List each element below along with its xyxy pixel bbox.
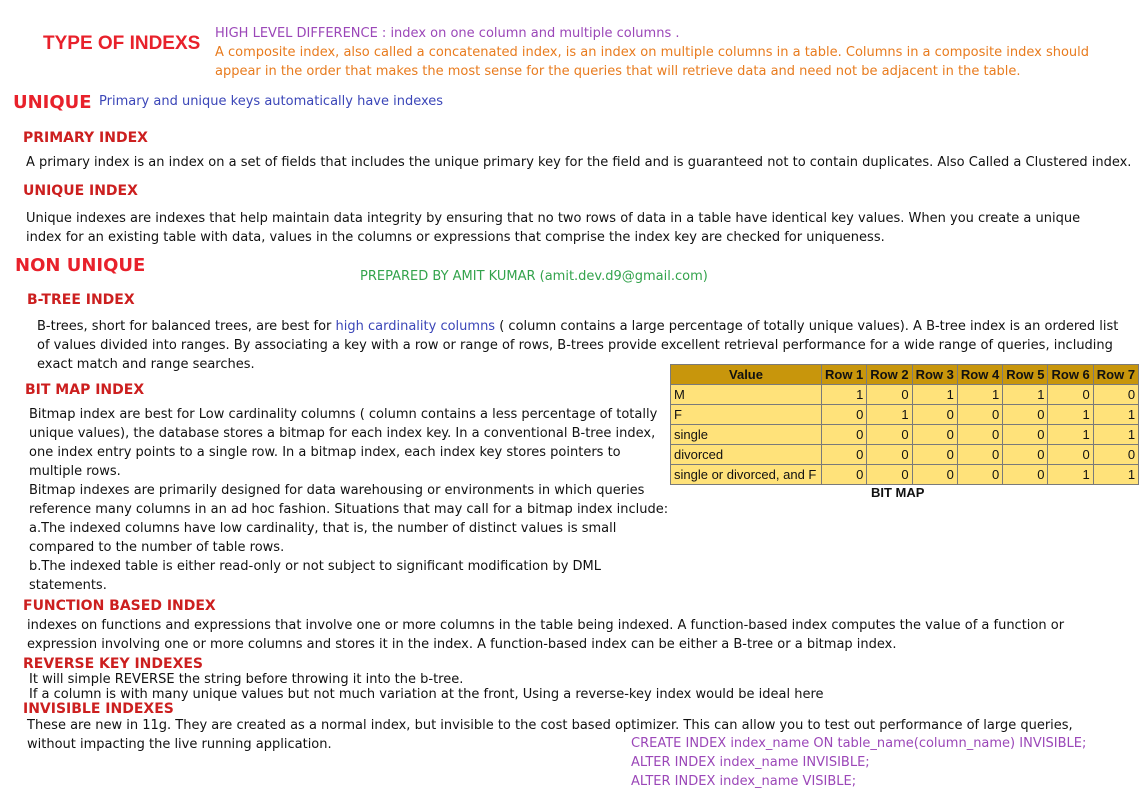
column-header: Row 4 bbox=[957, 365, 1002, 385]
bitmap-text-6: a.The indexed columns have low cardinality, that is, the number of distinct values is small bbox=[29, 521, 617, 536]
table-cell: 1 bbox=[822, 385, 867, 405]
column-header: Row 5 bbox=[1003, 365, 1048, 385]
table-cell: 0 bbox=[1003, 465, 1048, 485]
function-based-text-2: expression involving one or more columns and stores it in the index. A function-based index can be either a B-tree or a bitmap index. bbox=[27, 637, 897, 652]
reverse-key-text-1: It will simple REVERSE the string before throwing it into the b-tree. bbox=[29, 672, 464, 687]
bitmap-text-9: statements. bbox=[29, 578, 107, 593]
btree-text-3: exact match and range searches. bbox=[37, 357, 255, 372]
table-cell: 0 bbox=[957, 445, 1002, 465]
function-based-text-1: indexes on functions and expressions that involve one or more columns in the table being indexed. A function-based index computes the value of a function or bbox=[27, 618, 1065, 633]
high-cardinality-link: high cardinality columns bbox=[335, 319, 496, 334]
table-cell: 0 bbox=[1003, 445, 1048, 465]
table-header-row bbox=[671, 365, 1139, 385]
table-cell: 0 bbox=[1003, 425, 1048, 445]
unique-heading: UNIQUE bbox=[13, 92, 92, 113]
unique-index-text-1: Unique indexes are indexes that help maintain data integrity by ensuring that no two rows of data in a table have identical key values. When you create a unique bbox=[26, 211, 1081, 226]
btree-text-1a: B-trees, short for balanced trees, are best for bbox=[37, 319, 336, 334]
bitmap-table-container bbox=[670, 364, 1139, 485]
table-cell: 0 bbox=[867, 465, 912, 485]
row-label: divorced bbox=[671, 445, 822, 465]
column-header: Row 1 bbox=[822, 365, 867, 385]
unique-index-text-2: index for an existing table with data, values in the columns or expressions that comprise the index key are checked for uniqueness. bbox=[26, 230, 885, 245]
table-cell: 1 bbox=[1048, 425, 1093, 445]
row-label: single or divorced, and F bbox=[671, 465, 822, 485]
bitmap-text-2: one index entry points to a single row. In a bitmap index, each index key stores pointers to bbox=[29, 445, 621, 460]
column-header: Row 3 bbox=[912, 365, 957, 385]
table-row bbox=[671, 465, 1139, 485]
btree-text-1 bbox=[37, 317, 1118, 336]
table-cell: 0 bbox=[1048, 445, 1093, 465]
table-cell: 0 bbox=[957, 425, 1002, 445]
column-header: Row 7 bbox=[1093, 365, 1138, 385]
invisible-text-2: without impacting the live running application. bbox=[27, 737, 332, 752]
table-cell: 0 bbox=[912, 465, 957, 485]
table-cell: 0 bbox=[822, 405, 867, 425]
table-cell: 0 bbox=[957, 405, 1002, 425]
sql-alter-visible: ALTER INDEX index_name VISIBLE; bbox=[631, 774, 857, 789]
table-cell: 0 bbox=[867, 385, 912, 405]
bitmap-text-8: b.The indexed table is either read-only or not subject to significant modification by DML bbox=[29, 559, 601, 574]
bitmap-text-5: reference many columns in an ad hoc fashion. Situations that may call for a bitmap index include: bbox=[29, 502, 669, 517]
sql-alter-invisible: ALTER INDEX index_name INVISIBLE; bbox=[631, 755, 870, 770]
table-cell: 0 bbox=[822, 425, 867, 445]
bitmap-table bbox=[670, 364, 1139, 485]
unique-index-heading: UNIQUE INDEX bbox=[23, 183, 138, 199]
column-header: Row 6 bbox=[1048, 365, 1093, 385]
table-cell: 0 bbox=[957, 465, 1002, 485]
bitmap-index-heading: BIT MAP INDEX bbox=[25, 382, 145, 398]
row-label: M bbox=[671, 385, 822, 405]
author-credit: PREPARED BY AMIT KUMAR (amit.dev.d9@gmail.com) bbox=[360, 269, 708, 284]
reverse-key-heading: REVERSE KEY INDEXES bbox=[23, 656, 204, 672]
row-label: single bbox=[671, 425, 822, 445]
header-line-2: A composite index, also called a concatenated index, is an index on multiple columns in a table. Columns in a composite index should bbox=[215, 45, 1090, 60]
table-row bbox=[671, 385, 1139, 405]
btree-index-heading: B-TREE INDEX bbox=[27, 292, 135, 308]
sql-create-invisible: CREATE INDEX index_name ON table_name(column_name) INVISIBLE; bbox=[631, 736, 1087, 751]
btree-text-1b: ( column contains a large percentage of totally unique values). A B-tree index is an ordered list bbox=[495, 319, 1119, 334]
table-cell: 1 bbox=[957, 385, 1002, 405]
table-cell: 1 bbox=[867, 405, 912, 425]
table-cell: 1 bbox=[1093, 465, 1138, 485]
unique-note: Primary and unique keys automatically have indexes bbox=[99, 94, 444, 109]
header-line-3: appear in the order that makes the most sense for the queries that will retrieve data and need not be adjacent in the table. bbox=[215, 64, 1021, 79]
primary-index-text: A primary index is an index on a set of fields that includes the unique primary key for the field and is guaranteed not to contain duplicates. Also Called a Clustered index. bbox=[26, 155, 1132, 170]
table-cell: 0 bbox=[822, 465, 867, 485]
table-cell: 1 bbox=[1003, 385, 1048, 405]
bitmap-text-4: Bitmap indexes are primarily designed for data warehousing or environments in which queries bbox=[29, 483, 645, 498]
invisible-heading: INVISIBLE INDEXES bbox=[23, 701, 174, 717]
bitmap-text-1: unique values), the database stores a bitmap for each index key. In a conventional B-tree index, bbox=[29, 426, 656, 441]
table-cell: 0 bbox=[1093, 445, 1138, 465]
table-cell: 0 bbox=[912, 405, 957, 425]
table-cell: 1 bbox=[1048, 465, 1093, 485]
bitmap-text-3: multiple rows. bbox=[29, 464, 121, 479]
reverse-key-text-2: If a column is with many unique values but not much variation at the front, Using a reverse-key index would be ideal here bbox=[29, 687, 824, 702]
non-unique-heading: NON UNIQUE bbox=[15, 255, 146, 276]
table-row bbox=[671, 425, 1139, 445]
table-cell: 1 bbox=[1048, 405, 1093, 425]
bitmap-table-caption: BIT MAP bbox=[871, 485, 925, 500]
table-row bbox=[671, 405, 1139, 425]
column-header: Value bbox=[671, 365, 822, 385]
table-row bbox=[671, 445, 1139, 465]
table-cell: 0 bbox=[867, 425, 912, 445]
table-cell: 0 bbox=[867, 445, 912, 465]
table-cell: 1 bbox=[1093, 405, 1138, 425]
table-cell: 0 bbox=[1093, 385, 1138, 405]
btree-text-2: of values divided into ranges. By associating a key with a row or range of rows, B-trees provide excellent retrieval performance for a wide range of queries, including bbox=[37, 338, 1113, 353]
table-cell: 1 bbox=[912, 385, 957, 405]
table-cell: 0 bbox=[912, 445, 957, 465]
table-cell: 0 bbox=[822, 445, 867, 465]
table-cell: 0 bbox=[1048, 385, 1093, 405]
function-based-heading: FUNCTION BASED INDEX bbox=[23, 598, 216, 614]
table-cell: 0 bbox=[912, 425, 957, 445]
primary-index-heading: PRIMARY INDEX bbox=[23, 130, 148, 146]
bitmap-text-0: Bitmap index are best for Low cardinality columns ( column contains a less percentage of totally bbox=[29, 407, 658, 422]
header-line-1: HIGH LEVEL DIFFERENCE : index on one column and multiple columns . bbox=[215, 26, 680, 41]
invisible-text-1: These are new in 11g. They are created as a normal index, but invisible to the cost based optimizer. This can allow you to test out performance of large queries, bbox=[27, 718, 1073, 733]
table-cell: 0 bbox=[1003, 405, 1048, 425]
column-header: Row 2 bbox=[867, 365, 912, 385]
row-label: F bbox=[671, 405, 822, 425]
bitmap-text-7: compared to the number of table rows. bbox=[29, 540, 285, 555]
table-cell: 1 bbox=[1093, 425, 1138, 445]
page-title: TYPE OF INDEXS bbox=[43, 33, 201, 54]
